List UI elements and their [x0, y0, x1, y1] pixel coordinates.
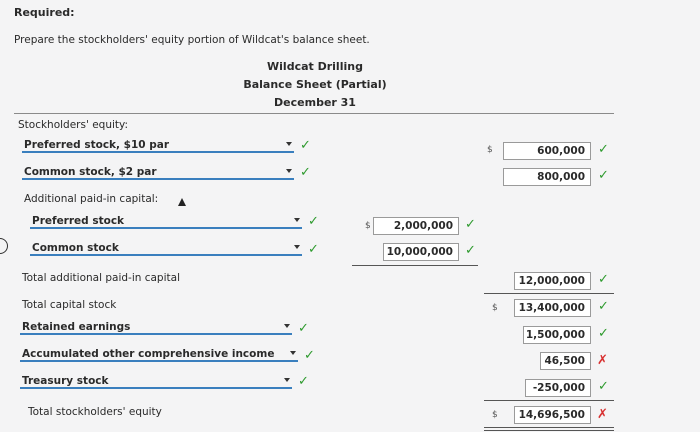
dollar-sign: $	[492, 303, 498, 313]
dollar-sign: $	[365, 221, 371, 231]
check-icon: ✓	[308, 242, 319, 257]
apic-preferred-select-label: Preferred stock	[32, 215, 125, 227]
aoci-amount[interactable]: 46,500	[540, 352, 591, 370]
chevron-down-icon	[284, 378, 290, 382]
header-rule	[14, 113, 614, 114]
required-heading: Required:	[14, 6, 75, 19]
total-apic-amount[interactable]: 12,000,000	[514, 272, 591, 290]
chevron-down-icon	[284, 324, 290, 328]
treasury-stock-select-label: Treasury stock	[22, 375, 109, 387]
dollar-sign: $	[492, 410, 498, 420]
retained-earnings-select[interactable]	[20, 321, 292, 335]
check-icon: ✓	[298, 321, 309, 336]
apic-preferred-amount[interactable]: 2,000,000	[373, 217, 459, 235]
aoci-select[interactable]	[20, 348, 298, 362]
double-rule	[484, 430, 614, 431]
preferred-stock-select-label: Preferred stock, $10 par	[24, 139, 170, 151]
check-icon: ✓	[298, 374, 309, 389]
preferred-stock-select[interactable]	[22, 139, 294, 153]
chevron-down-icon	[294, 218, 300, 222]
dollar-sign: $	[487, 145, 493, 155]
retained-earnings-select-label: Retained earnings	[22, 321, 131, 333]
double-rule	[484, 427, 614, 428]
statement-title: Balance Sheet (Partial)	[243, 78, 387, 91]
common-stock-select[interactable]	[22, 166, 294, 180]
apic-common-amount[interactable]: 10,000,000	[383, 243, 459, 261]
check-icon: ✓	[598, 379, 609, 394]
check-icon: ✓	[300, 165, 311, 180]
aoci-select-label: Accumulated other comprehensive income	[22, 348, 275, 360]
preferred-stock-amount[interactable]: 600,000	[503, 142, 591, 160]
treasury-stock-amount[interactable]: -250,000	[525, 379, 591, 397]
check-icon: ✓	[308, 214, 319, 229]
subtotal-rule	[484, 400, 614, 401]
retained-earnings-amount[interactable]: 1,500,000	[523, 326, 591, 344]
x-mark-icon: ✗	[597, 407, 608, 422]
mouse-pointer-icon	[178, 198, 186, 206]
row-marker-icon	[0, 238, 8, 254]
total-capital-amount[interactable]: 13,400,000	[514, 299, 591, 317]
company-name: Wildcat Drilling	[267, 60, 363, 73]
apic-common-select-label: Common stock	[32, 242, 119, 254]
chevron-down-icon	[290, 351, 296, 355]
check-icon: ✓	[465, 217, 476, 232]
apic-common-select[interactable]	[30, 242, 302, 256]
apic-label: Additional paid-in capital:	[24, 193, 159, 205]
subtotal-rule	[352, 265, 478, 266]
check-icon: ✓	[598, 299, 609, 314]
treasury-stock-select[interactable]	[20, 375, 292, 389]
check-icon: ✓	[465, 243, 476, 258]
check-icon: ✓	[598, 326, 609, 341]
chevron-down-icon	[294, 245, 300, 249]
x-mark-icon: ✗	[597, 353, 608, 368]
section-label: Stockholders' equity:	[18, 119, 128, 131]
total-equity-amount[interactable]: 14,696,500	[514, 406, 591, 424]
common-stock-amount[interactable]: 800,000	[503, 168, 591, 186]
total-apic-label: Total additional paid-in capital	[22, 272, 180, 284]
total-capital-label: Total capital stock	[22, 299, 117, 311]
check-icon: ✓	[304, 348, 315, 363]
check-icon: ✓	[598, 272, 609, 287]
common-stock-select-label: Common stock, $2 par	[24, 166, 157, 178]
subtotal-rule	[484, 293, 614, 294]
apic-preferred-select[interactable]	[30, 215, 302, 229]
total-equity-label: Total stockholders' equity	[28, 406, 162, 418]
instruction-text: Prepare the stockholders' equity portion of Wildcat's balance sheet.	[14, 34, 370, 46]
chevron-down-icon	[286, 142, 292, 146]
chevron-down-icon	[286, 169, 292, 173]
check-icon: ✓	[598, 142, 609, 157]
statement-date: December 31	[274, 96, 356, 109]
check-icon: ✓	[598, 168, 609, 183]
check-icon: ✓	[300, 138, 311, 153]
